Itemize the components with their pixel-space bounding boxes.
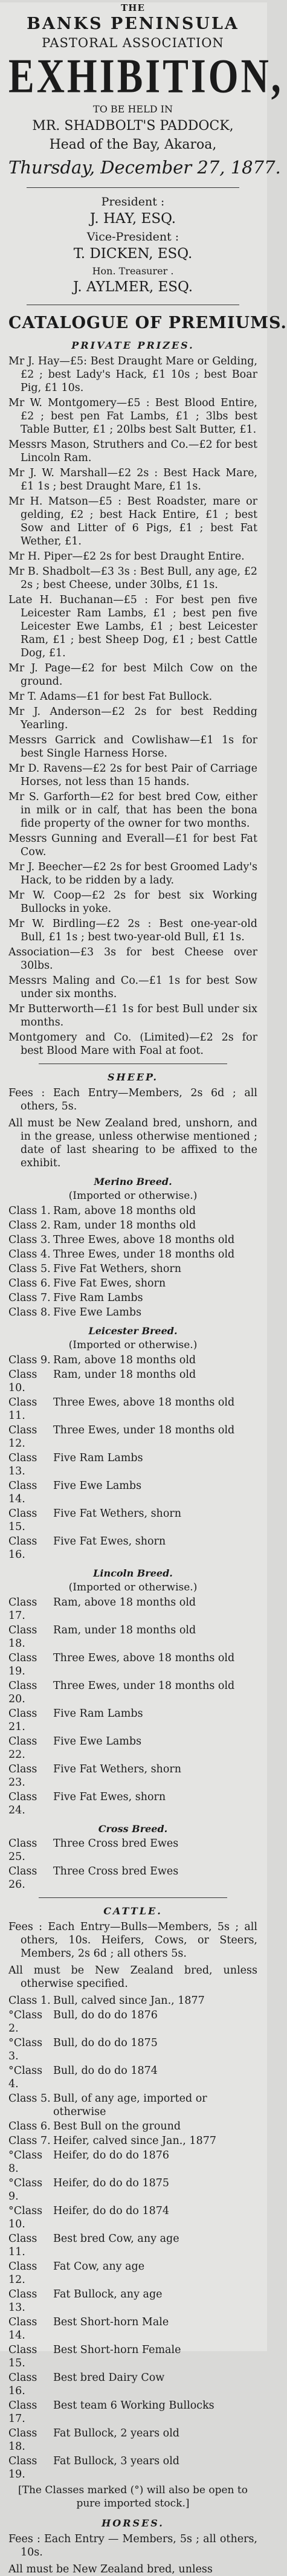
- class-text: Three Ewes, under 18 months old: [53, 1248, 235, 1261]
- class-text: Five Fat Ewes, shorn: [53, 1535, 166, 1548]
- class-row: [8, 2288, 257, 2314]
- class-row: [8, 1679, 257, 1706]
- class-row: [8, 1479, 257, 1506]
- class-text: Ram, above 18 months old: [53, 1596, 196, 1609]
- class-label: Class 22.: [8, 1735, 37, 1761]
- class-label: Class 10.: [8, 1369, 37, 1394]
- prize-entry: Mr J. W. Marshall—£2 2s : Best Hack Mare, £1 1s ; best Draught Mare, £1 1s.: [8, 467, 257, 492]
- class-text: Five Ram Lambs: [53, 1452, 143, 1464]
- class-text: Three Ewes, under 18 months old: [53, 1424, 235, 1436]
- class-label: Class 17.: [8, 2400, 37, 2425]
- class-row: [8, 2399, 257, 2426]
- class-label: Class 13.: [8, 1452, 37, 1477]
- class-label: Class 23.: [8, 1763, 37, 1789]
- class-row: [8, 1291, 257, 1305]
- class-text: Three Cross bred Ewes: [53, 1865, 179, 1877]
- class-row: [8, 1248, 257, 1261]
- class-text: Five Fat Wethers, shorn: [53, 1763, 181, 1775]
- class-label: Class 16.: [8, 2372, 37, 2397]
- cattle-fees: Fees : Each Entry—Bulls—Members, 5s ; all others, 10s. Heifers, Cows, or Steers, Members, 2s 6d ; all others 5s.: [8, 1921, 257, 1960]
- class-row: [8, 2064, 257, 2091]
- class-row: [8, 2204, 257, 2231]
- class-label: Class 14.: [8, 1480, 37, 1505]
- class-label: Class 19.: [8, 2455, 37, 2481]
- class-label: Class 12.: [8, 2261, 37, 2286]
- class-row: [8, 1262, 257, 1276]
- class-row: [8, 1219, 257, 1232]
- class-text: Five Fat Ewes, shorn: [53, 1277, 166, 1290]
- class-row: [8, 1396, 257, 1422]
- class-row: [8, 2036, 257, 2063]
- class-text: Bull, do do do 1875: [53, 2037, 158, 2049]
- class-row: [8, 1735, 257, 1761]
- class-label: Class 14.: [8, 2316, 37, 2342]
- sheep-classes: [8, 1176, 257, 1891]
- class-text: Bull, of any age, imported or otherwise: [53, 2093, 207, 2118]
- prize-entry: Messrs Mason, Struthers and Co.—£2 for best Lincoln Ram.: [8, 439, 257, 464]
- class-text: Five Ewe Lambs: [53, 1735, 142, 1748]
- class-label: Class 15.: [8, 2344, 37, 2369]
- horses-heading: HORSES.: [102, 2517, 164, 2529]
- class-row: [8, 2343, 257, 2370]
- class-row: [8, 1451, 257, 1478]
- cattle-classes: [8, 1994, 257, 2481]
- class-text: Ram, under 18 months old: [53, 1369, 196, 1381]
- class-row: [8, 2232, 257, 2259]
- class-text: Fat Bullock, 2 years old: [53, 2427, 179, 2439]
- class-text: Best Bull on the ground: [53, 2120, 181, 2132]
- class-row: [8, 1354, 257, 1367]
- class-text: Ram, above 18 months old: [53, 1354, 196, 1366]
- event-date: Thursday, December 27, 1877.: [8, 157, 281, 178]
- class-label: Class 3.: [8, 1234, 51, 1246]
- sheep-heading: SHEEP.: [107, 1071, 158, 1083]
- class-text: Fat Bullock, 3 years old: [53, 2455, 179, 2467]
- breed-heading: Merino Breed.: [94, 1176, 172, 1187]
- newspaper-advertisement: [0, 2, 287, 2575]
- prize-entry: Mr J. Page—£2 for best Milch Cow on the ground.: [8, 662, 257, 688]
- class-label: Class 19.: [8, 1652, 37, 1677]
- exhibition-title: EXHIBITION,: [8, 49, 283, 103]
- class-label: Class 1.: [8, 1995, 51, 2007]
- venue: MR. SHADBOLT'S PADDOCK,: [32, 118, 234, 134]
- class-label: Class 6.: [8, 2120, 51, 2132]
- class-text: Bull, do do do 1876: [53, 2009, 158, 2021]
- prize-entry: Mr D. Ravens—£2 2s for best Pair of Carriage Horses, not less than 15 hands.: [8, 763, 257, 788]
- class-text: Best team 6 Working Bullocks: [53, 2400, 214, 2412]
- class-text: Ram, under 18 months old: [53, 1219, 196, 1232]
- prize-entry: Mr H. Matson—£5 : Best Roadster, mare or gelding, £2 ; best Hack Entire, £1 ; best Sow and Litter of 6 Pigs, £1 ; best Fat Wether, £1.: [8, 496, 257, 547]
- breed-heading: Leicester Breed.: [88, 1325, 178, 1337]
- breed-heading: Lincoln Breed.: [93, 1567, 173, 1579]
- prize-entry: Mr S. Garforth—£2 for best bred Cow, either in milk or in calf, that has been the bona fide property of the owner for two months.: [8, 791, 257, 830]
- class-label: Class 9.: [8, 1354, 51, 1366]
- officer-title: Hon. Treasurer .: [92, 265, 174, 277]
- class-label: Class 5.: [8, 2093, 51, 2105]
- class-row: [8, 1306, 257, 1319]
- cattle-rule: All must be New Zealand bred, unless otherwise specified.: [8, 1964, 257, 1990]
- class-label: Class 7.: [8, 1292, 51, 1304]
- class-row: [8, 1790, 257, 1817]
- class-row: [8, 1994, 257, 2007]
- class-row: [8, 1707, 257, 1734]
- class-text: Heifer, do do do 1874: [53, 2205, 170, 2217]
- prize-entry: Mr Butterworth—£1 1s for best Bull under six months.: [8, 1003, 257, 1028]
- class-row: [8, 1233, 257, 1247]
- class-text: Three Cross bred Ewes: [53, 1838, 179, 1850]
- class-label: Class 11.: [8, 2233, 37, 2258]
- class-text: Five Ewe Lambs: [53, 1480, 142, 1492]
- divider: [27, 187, 239, 188]
- class-row: [8, 1596, 257, 1622]
- class-label: Class 8.: [8, 1306, 51, 1319]
- class-text: Heifer, calved since Jan., 1877: [53, 2135, 216, 2147]
- class-label: Class 18.: [8, 1624, 37, 1650]
- to-be-held: TO BE HELD IN: [93, 103, 173, 115]
- class-row: [8, 1368, 257, 1395]
- prize-entry: Messrs Garrick and Cowlishaw—£1 1s for best Single Harness Horse.: [8, 734, 257, 760]
- breed-heading: Cross Breed.: [98, 1823, 168, 1835]
- class-text: Fat Bullock, any age: [53, 2288, 163, 2300]
- class-label: Class 26.: [8, 1865, 37, 1891]
- class-label: °Class 10.: [8, 2205, 43, 2230]
- class-text: Ram, under 18 months old: [53, 1624, 196, 1636]
- class-label: Class 1.: [8, 1205, 51, 1217]
- class-row: [8, 1507, 257, 1534]
- class-row: [8, 1424, 257, 1450]
- class-label: °Class 9.: [8, 2177, 43, 2203]
- class-label: Class 12.: [8, 1424, 37, 1450]
- class-row: [8, 1535, 257, 1561]
- class-row: [8, 1763, 257, 1789]
- class-label: °Class 3.: [8, 2037, 43, 2062]
- class-row: [8, 2177, 257, 2203]
- class-label: Class 15.: [8, 1508, 37, 1533]
- class-text: Five Ram Lambs: [53, 1292, 143, 1304]
- class-text: Fat Cow, any age: [53, 2261, 145, 2273]
- society-name: BANKS PENINSULA: [27, 15, 239, 33]
- article-the: THE: [121, 2, 145, 13]
- class-row: [8, 2134, 257, 2148]
- officer-title: President :: [101, 195, 165, 208]
- class-row: [8, 1865, 257, 1891]
- sheep-fees: Fees : Each Entry—Members, 2s 6d ; all others, 5s.: [8, 1087, 257, 1112]
- officer-title: Vice-President :: [86, 230, 179, 244]
- class-text: Ram, above 18 months old: [53, 1205, 196, 1217]
- class-label: Class 2.: [8, 1219, 51, 1232]
- class-label: Class 17.: [8, 1596, 37, 1622]
- class-text: Five Ewe Lambs: [53, 1306, 142, 1319]
- class-row: [8, 2009, 257, 2035]
- class-text: Best Short-horn Male: [53, 2316, 169, 2328]
- breed-note: (Imported or otherwise.): [68, 1339, 198, 1351]
- location: Head of the Bay, Akaroa,: [49, 137, 217, 152]
- class-text: Heifer, do do do 1876: [53, 2149, 170, 2161]
- class-row: [8, 2120, 257, 2133]
- officers: [8, 195, 257, 295]
- class-row: [8, 1837, 257, 1864]
- prize-entry: Mr B. Shadbolt—£3 3s : Best Bull, any age, £2 2s ; best Cheese, under 30lbs, £1 1s.: [8, 566, 257, 591]
- prize-entry: Mr T. Adams—£1 for best Fat Bullock.: [8, 691, 213, 703]
- class-text: Five Fat Wethers, shorn: [53, 1263, 181, 1275]
- class-text: Best bred Cow, any age: [53, 2233, 179, 2245]
- class-text: Best bred Dairy Cow: [53, 2372, 165, 2384]
- cattle-heading: CATTLE.: [103, 1905, 163, 1917]
- class-text: Best Short-horn Female: [53, 2344, 181, 2356]
- class-row: [8, 2427, 257, 2453]
- class-text: Three Ewes, above 18 months old: [53, 1652, 235, 1664]
- class-row: [8, 2316, 257, 2342]
- prize-entry: Mr J. Anderson—£2 2s for best Redding Yearling.: [8, 706, 257, 731]
- class-row: [8, 1277, 257, 1290]
- prize-entry: Mr W. Birdling—£2 2s : Best one-year-old Bull, £1 1s ; best two-year-old Bull, £1 1s.: [8, 918, 257, 943]
- class-row: [8, 2149, 257, 2175]
- class-text: Three Ewes, above 18 months old: [53, 1234, 235, 1246]
- breed-note: (Imported or otherwise.): [68, 1581, 198, 1593]
- class-label: Class 16.: [8, 1535, 37, 1561]
- prize-entry: Montgomery and Co. (Limited)—£2 2s for best Blood Mare with Foal at foot.: [8, 1031, 257, 1057]
- class-text: Five Ram Lambs: [53, 1708, 143, 1720]
- officer-name: J. AYLMER, ESQ.: [73, 279, 193, 295]
- class-label: Class 4.: [8, 1248, 51, 1261]
- private-prizes-heading: PRIVATE PRIZES.: [71, 340, 195, 351]
- class-label: Class 5.: [8, 1263, 51, 1275]
- class-label: Class 6.: [8, 1277, 51, 1290]
- class-label: Class 20.: [8, 1680, 37, 1705]
- prize-entry: Mr J. Beecher—£2 2s for best Groomed Lady's Hack, to be ridden by a lady.: [8, 861, 257, 886]
- prize-entry: Late H. Buchanan—£5 : For best pen five Leicester Ram Lambs, £1 ; best pen five Leicester Ewe Lambs, £1 ; best Leicester Ram, £1 ; best Sheep Dog, £1 ; best Cattle Dog, £1.: [8, 594, 257, 659]
- officer-name: T. DICKEN, ESQ.: [73, 246, 193, 262]
- officer-name: J. HAY, ESQ.: [89, 211, 176, 227]
- class-text: Five Fat Wethers, shorn: [53, 1508, 181, 1520]
- class-label: Class 7.: [8, 2135, 51, 2147]
- class-label: °Class 8.: [8, 2149, 43, 2175]
- prize-entry: Mr W. Montgomery—£5 : Best Blood Entire, £2 ; best pen Fat Lambs, £1 ; 3lbs best Table Butter, £1 ; 20lbs best Salt Butter, £1.: [8, 397, 257, 436]
- breed-note: (Imported or otherwise.): [68, 1190, 198, 1202]
- class-label: °Class 4.: [8, 2065, 43, 2090]
- class-row: [8, 1204, 257, 1218]
- catalogue-title: CATALOGUE OF PREMIUMS.: [8, 314, 287, 332]
- masthead: [8, 2, 283, 178]
- prize-entry: Association—£3 3s for best Cheese over 30lbs.: [8, 946, 257, 972]
- cattle-note: [The Classes marked (°) will also be open to pure imported stock.]: [18, 2484, 248, 2510]
- divider: [39, 1897, 227, 1898]
- class-text: Three Ewes, above 18 months old: [53, 1396, 235, 1409]
- prize-entry: Messrs Gunning and Everall—£1 for best Fat Cow.: [8, 833, 257, 858]
- class-text: Heifer, do do do 1875: [53, 2177, 170, 2189]
- horses-rule: All must be New Zealand bred, unless: [8, 2563, 213, 2575]
- private-prizes-list: [8, 355, 257, 1057]
- class-label: Class 18.: [8, 2427, 37, 2453]
- class-row: [8, 2371, 257, 2398]
- class-row: [8, 1651, 257, 1678]
- class-label: °Class 2.: [8, 2009, 43, 2035]
- sheep-rule: All must be New Zealand bred, unshorn, and in the grease, unless otherwise mentioned ; date of last shearing to be affixed to the exhibit.: [8, 1117, 257, 1169]
- prize-entry: Mr J. Hay—£5: Best Draught Mare or Gelding, £2 ; best Lady's Hack, £1 10s ; best Boar Pig, £1 10s.: [8, 355, 257, 394]
- class-text: Bull, do do do 1874: [53, 2065, 158, 2077]
- class-text: Three Ewes, under 18 months old: [53, 1680, 235, 1692]
- class-label: Class 21.: [8, 1708, 37, 1733]
- class-row: [8, 2092, 257, 2119]
- prize-entry: Messrs Maling and Co.—£1 1s for best Sow under six months.: [8, 975, 257, 1000]
- association-name: PASTORAL ASSOCIATION: [42, 36, 224, 50]
- class-label: Class 11.: [8, 1396, 37, 1422]
- horses-fees: Fees : Each Entry — Members, 5s ; all others, 10s.: [8, 2533, 257, 2558]
- class-text: Bull, calved since Jan., 1877: [53, 1995, 205, 2007]
- class-row: [8, 2260, 257, 2287]
- class-label: Class 13.: [8, 2288, 37, 2314]
- class-label: Class 25.: [8, 1838, 37, 1863]
- prize-entry: Mr H. Piper—£2 2s for best Draught Entire.: [8, 550, 245, 563]
- class-label: Class 24.: [8, 1791, 37, 1816]
- class-row: [8, 2455, 257, 2481]
- class-row: [8, 1624, 257, 1650]
- class-text: Five Fat Ewes, shorn: [53, 1791, 166, 1803]
- prize-entry: Mr W. Coop—£2 2s for best six Working Bullocks in yoke.: [8, 889, 257, 915]
